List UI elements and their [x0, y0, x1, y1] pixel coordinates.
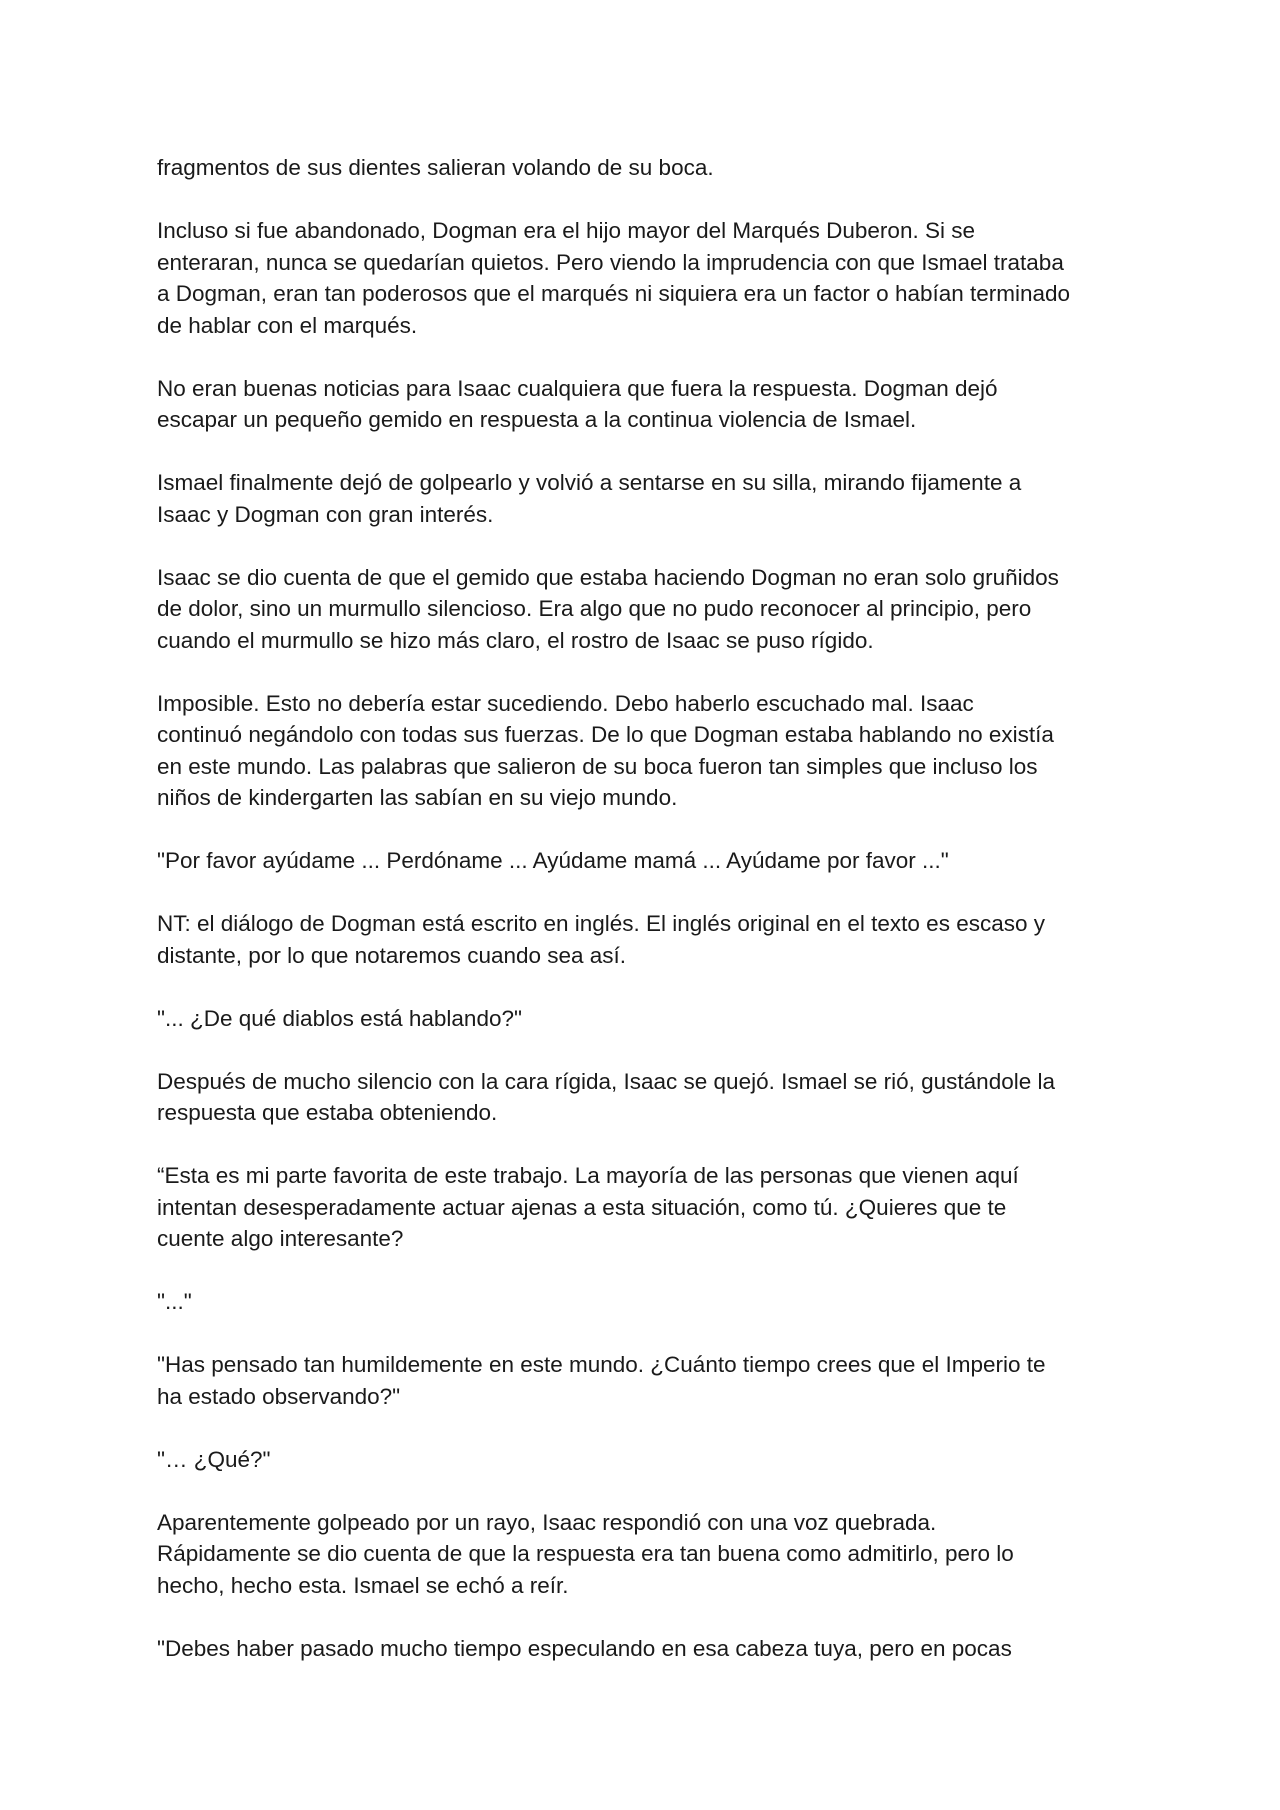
paragraph: "Debes haber pasado mucho tiempo especulando en esa cabeza tuya, pero en pocas	[157, 1635, 1012, 1661]
paragraph: "Por favor ayúdame ... Perdóname ... Ayúdame mamá ... Ayúdame por favor ..."	[157, 848, 949, 873]
paragraph: "… ¿Qué?"	[157, 1446, 271, 1472]
paragraph: Después de mucho silencio con la cara rígida, Isaac se quejó. Ismael se rió, gustándole la respuesta que estaba obteniendo.	[157, 1068, 1056, 1125]
paragraph: Incluso si fue abandonado, Dogman era el hijo mayor del Marqués Duberon. Si se enteraran, nunca se quedarían quietos. Pero viendo la imprudencia con que Ismael trataba a Dogman, eran tan poderosos que el marqués ni siquiera era un factor o habían terminado de hablar con el marqués.	[157, 218, 1071, 338]
paragraph: "... ¿De qué diablos está hablando?"	[157, 1005, 522, 1031]
paragraph: Imposible. Esto no debería estar sucediendo. Debo haberlo escuchado mal. Isaac continuó negándolo con todas sus fuerzas. De lo que Dogman estaba hablando no existía en este mundo. Las palabras que salieron de su boca fueron tan simples que incluso los niños de kindergarten las sabían en su viejo mundo.	[157, 690, 1054, 810]
paragraph: "Has pensado tan humildemente en este mundo. ¿Cuánto tiempo crees que el Imperio te ha estado observando?"	[157, 1352, 1046, 1409]
paragraph: Ismael finalmente dejó de golpearlo y volvió a sentarse en su silla, mirando fijamente a Isaac y Dogman con gran interés.	[157, 470, 1022, 527]
paragraph: fragmentos de sus dientes salieran volando de su boca.	[157, 155, 714, 180]
document-body	[157, 152, 1137, 1664]
paragraph: Aparentemente golpeado por un rayo, Isaac respondió con una voz quebrada. Rápidamente se dio cuenta de que la respuesta era tan buena como admitirlo, pero lo hecho, hecho esta. Ismael se echó a reír.	[157, 1509, 1014, 1598]
paragraph: "..."	[157, 1289, 192, 1314]
paragraph: No eran buenas noticias para Isaac cualquiera que fuera la respuesta. Dogman dejó escapar un pequeño gemido en respuesta a la continua violencia de Ismael.	[157, 375, 998, 432]
paragraph: “Esta es mi parte favorita de este trabajo. La mayoría de las personas que vienen aquí intentan desesperadamente actuar ajenas a esta situación, como tú. ¿Quieres que te cuente algo interesante?	[157, 1163, 1019, 1251]
paragraph: NT: el diálogo de Dogman está escrito en inglés. El inglés original en el texto es escaso y distante, por lo que notaremos cuando sea así.	[157, 911, 1045, 968]
paragraph: Isaac se dio cuenta de que el gemido que estaba haciendo Dogman no eran solo gruñidos de dolor, sino un murmullo silencioso. Era algo que no pudo reconocer al principio, pero cuando el murmullo se hizo más claro, el rostro de Isaac se puso rígido.	[157, 564, 1059, 653]
